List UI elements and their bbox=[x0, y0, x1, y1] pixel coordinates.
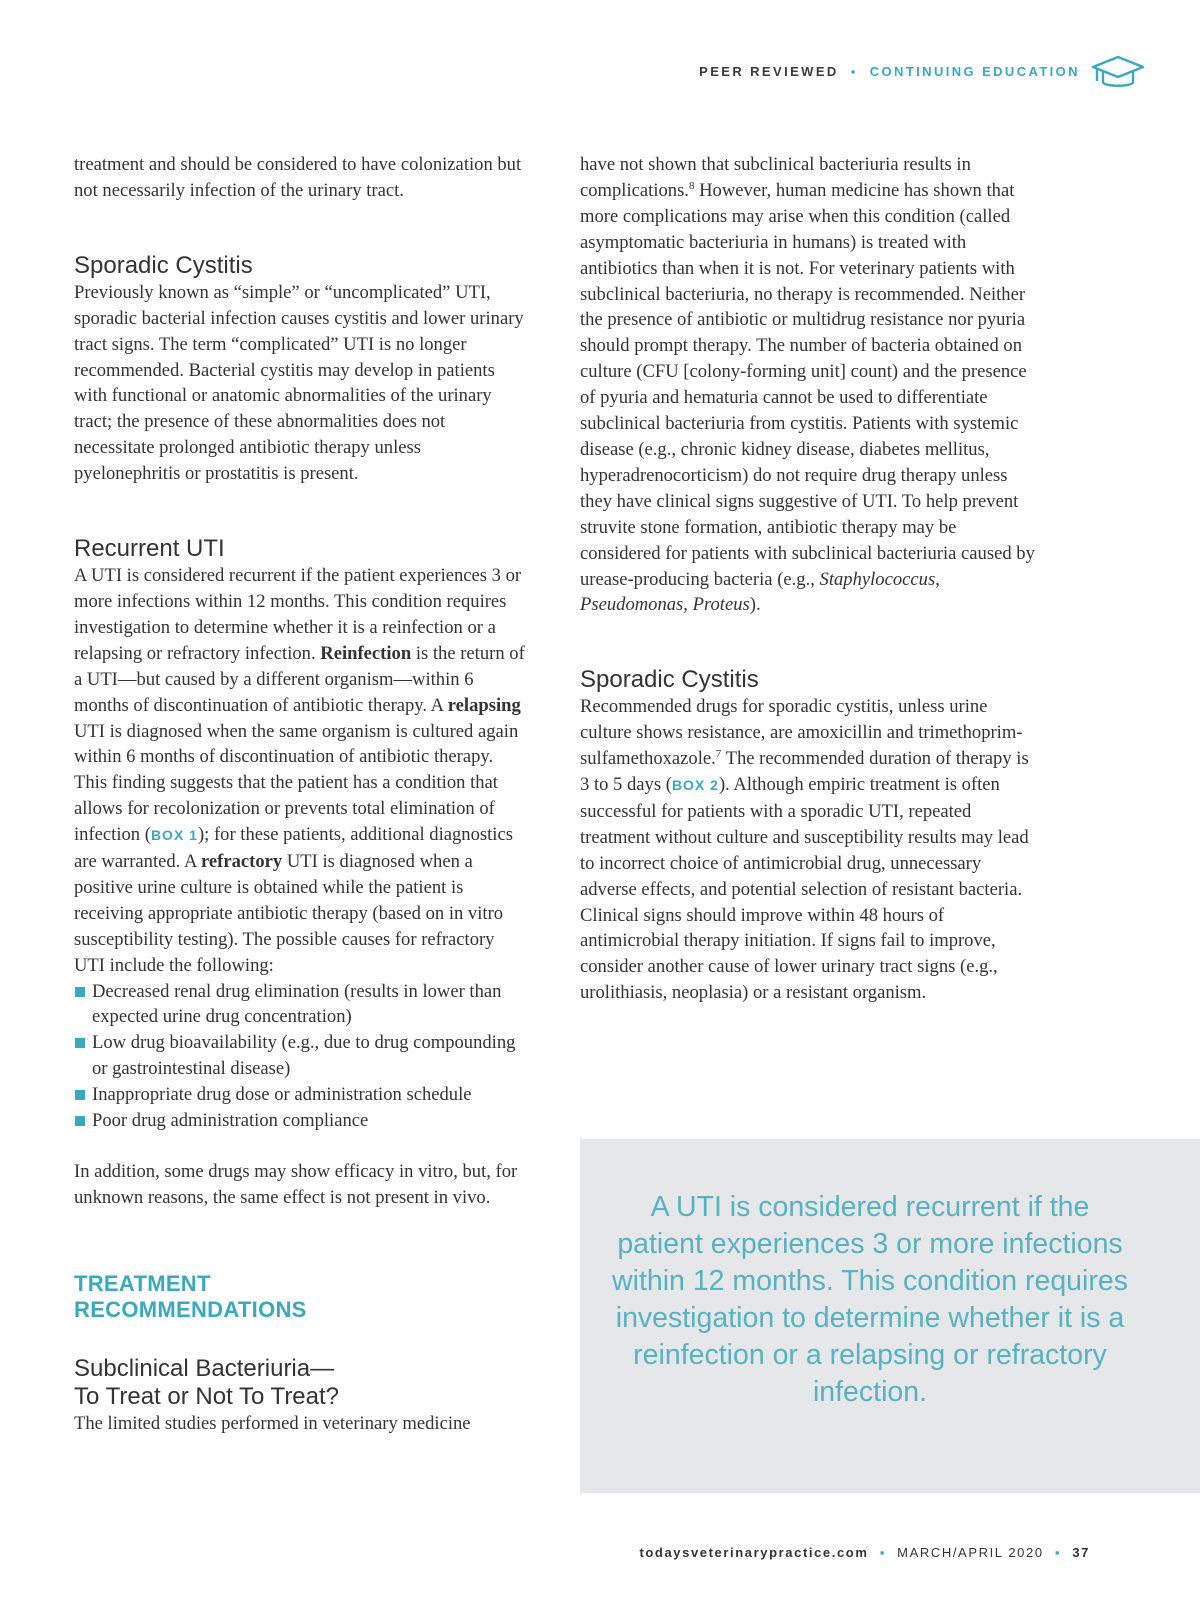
footer-separator: ▪ bbox=[879, 1545, 886, 1560]
list-item: Low drug bioavailability (e.g., due to drug compounding or gastrointestinal disease) bbox=[74, 1030, 529, 1082]
refractory-term: refractory bbox=[201, 851, 283, 873]
footer-separator: ▪ bbox=[1054, 1545, 1062, 1560]
header-separator: ▪ bbox=[850, 64, 858, 79]
peer-reviewed-label: PEER REVIEWED bbox=[699, 64, 839, 79]
refractory-causes-list bbox=[74, 979, 529, 1134]
treatment-recommendations-heading: TREATMENT RECOMMENDATIONS bbox=[74, 1270, 307, 1322]
relapsing-term: relapsing bbox=[447, 694, 521, 716]
reference-7: 7 bbox=[715, 747, 722, 760]
proteus-term: Proteus bbox=[692, 594, 750, 616]
sporadic-cystitis-treatment-paragraph: Recommended drugs for sporadic cystitis, unless urine culture shows resistance, are amoxicillin and trimethoprim-sulfamethoxazole.$^7$ The recommended duration of therapy is 3 to 5 days (BOX 2). Although empiric treatment is often successful for patients with a sporadic UTI, repeated treatment without culture and susceptibility results may lead to incorrect choice of antimicrobial drug, unnecessary adverse effects, and potential selection of resistant bacteria. Clinical signs should improve within 48 hours of antimicrobial therapy initiation. If signs fail to improve, consider another cause of lower urinary tract signs (e.g., urolithiasis, neoplasia) or a resistant organism. bbox=[580, 696, 1029, 1004]
intro-paragraph: treatment and should be considered to have colonization but not necessarily infection of the urinary tract. bbox=[74, 154, 522, 201]
continuing-education-label: CONTINUING EDUCATION bbox=[869, 64, 1080, 79]
pseudomonas-term: Pseudomonas bbox=[580, 594, 684, 616]
graduation-cap-icon bbox=[1090, 54, 1146, 90]
subclinical-paragraph: The limited studies performed in veterinary medicine bbox=[74, 1412, 471, 1434]
sporadic-cystitis-heading: Sporadic Cystitis bbox=[74, 251, 253, 279]
sporadic-cystitis-paragraph: Previously known as “simple” or “uncomplicated” UTI, sporadic bacterial infection causes cystitis and lower urinary tract signs. The term “complicated” UTI is no longer recommended. Bacterial cystitis may develop in patients with functional or anatomic abnormalities of the urinary tract; the presence of these abnormalities does not necessitate prolonged antibiotic therapy unless pyelonephritis or prostatitis is present. bbox=[74, 281, 524, 485]
box-1-link[interactable]: BOX 1 bbox=[150, 827, 198, 844]
website-link[interactable]: todaysveterinarypractice.com bbox=[639, 1545, 869, 1560]
pull-quote-text: A UTI is considered recurrent if the patient experiences 3 or more infections within 12 months. This condition requires investigation to determine whether it is a reinfection or a relapsing or refractory infection. bbox=[612, 1191, 1128, 1408]
list-item: Decreased renal drug elimination (results in lower than expected urine drug concentration) bbox=[74, 979, 529, 1031]
recurrent-uti-paragraph: A UTI is considered recurrent if the patient experiences 3 or more infections within 12 months. This condition requires investigation to determine whether it is a reinfection or a relapsing or refractory infection. Reinfection is the return of a UTI—but caused by a different organism—within 6 months of discontinuation of antibiotic therapy. A relapsing UTI is diagnosed when the same organism is cultured again within 6 months of discontinuation of antibiotic therapy. This finding suggests that the patient has a condition that allows for recolonization or prevents total elimination of infection (BOX 1); for these patients, additional diagnostics are warranted. A refractory UTI is diagnosed when a positive urine culture is obtained while the patient is receiving appropriate antibiotic therapy (based on in vitro susceptibility testing). The possible causes for refractory UTI include the following: bbox=[74, 565, 525, 976]
reference-8: 8 bbox=[688, 179, 695, 192]
page-footer bbox=[639, 1545, 1090, 1560]
staphylococcus-term: Staphylococcus bbox=[819, 568, 936, 590]
subclinical-bacteriuria-heading: Subclinical Bacteriuria— To Treat or Not To Treat? bbox=[74, 1354, 340, 1410]
recurrent-uti-heading: Recurrent UTI bbox=[74, 535, 225, 563]
subclinical-continued-paragraph: have not shown that subclinical bacteriuria results in complications.$^8$ However, human medicine has shown that more complications may arise when this condition (called asymptomatic bacteriuria in humans) is treated with antibiotics than when it is not. For veterinary patients with subclinical bacteriuria, no therapy is recommended. Neither the presence of antibiotic or multidrug resistance nor pyuria should prompt therapy. The number of bacteria obtained on culture (CFU [colony-forming unit] count) and the presence of pyuria and hematuria cannot be used to differentiate subclinical bacteriuria from cystitis. Patients with systemic disease (e.g., chronic kidney disease, diabetes mellitus, hyperadrenocorticism) do not require drug therapy unless they have clinical signs suggestive of UTI. To help prevent struvite stone formation, antibiotic therapy may be considered for patients with subclinical bacteriuria caused by urease-producing bacteria (e.g., Staphylococcus, Pseudomonas, Proteus). bbox=[580, 154, 1035, 616]
box-2-link[interactable]: BOX 2 bbox=[671, 777, 719, 794]
list-item: Poor drug administration compliance bbox=[74, 1108, 529, 1134]
reinfection-term: Reinfection bbox=[320, 642, 412, 664]
pull-quote-box bbox=[580, 1139, 1200, 1493]
left-column bbox=[74, 152, 529, 1437]
list-item: Inappropriate drug dose or administration schedule bbox=[74, 1082, 529, 1108]
sporadic-cystitis-treatment-heading: Sporadic Cystitis bbox=[580, 666, 759, 694]
running-header bbox=[699, 64, 1080, 79]
issue-date: MARCH/APRIL 2020 bbox=[897, 1545, 1044, 1560]
page-number: 37 bbox=[1072, 1545, 1090, 1560]
in-addition-paragraph: In addition, some drugs may show efficacy in vitro, but, for unknown reasons, the same effect is not present in vivo. bbox=[74, 1161, 518, 1208]
right-column bbox=[580, 152, 1040, 1006]
